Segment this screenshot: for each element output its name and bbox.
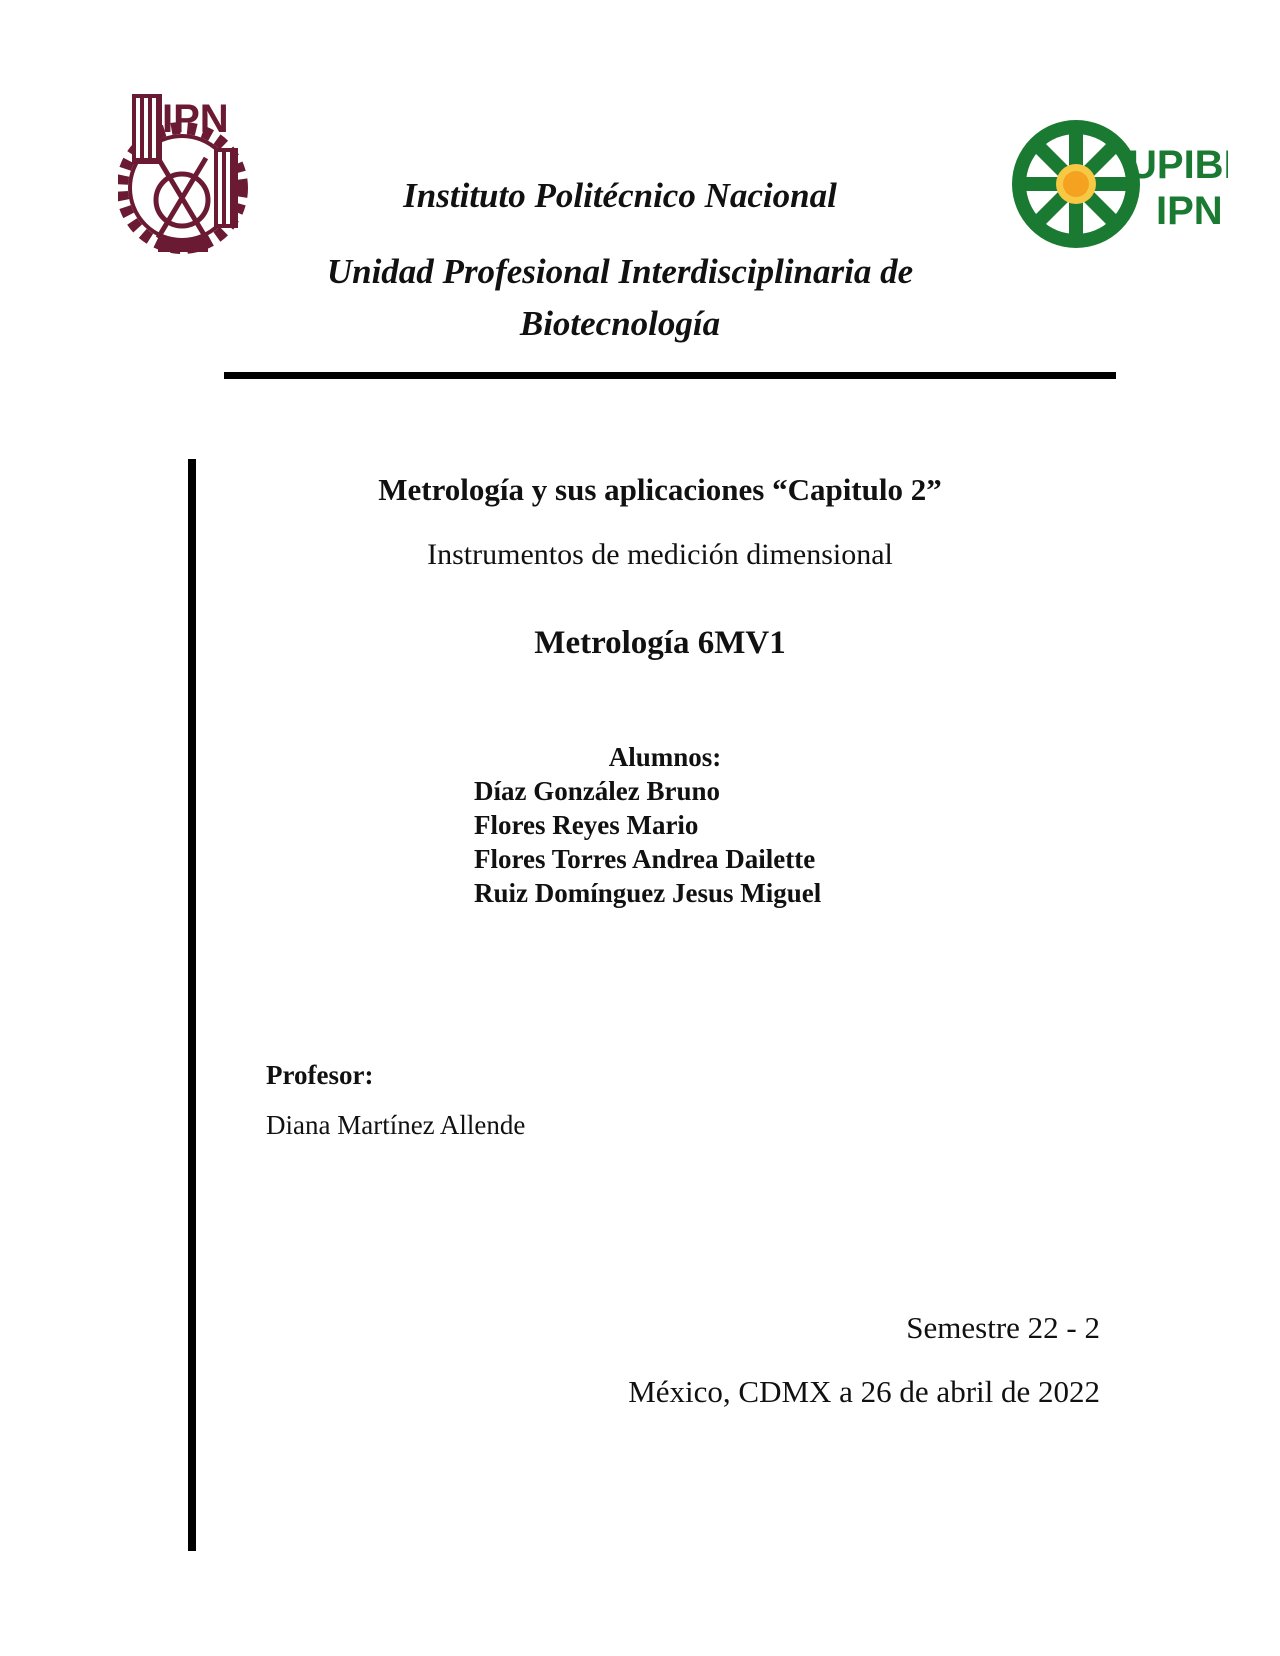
header-divider [224,372,1116,379]
place-date: México, CDMX a 26 de abril de 2022 [628,1374,1100,1409]
institution-name: Instituto Politécnico Nacional [403,176,837,215]
upibi-logo-text: UPIBI [1128,143,1228,187]
upibi-ipn-logo [1010,118,1228,254]
ipn-logo [118,88,256,264]
students-list [474,774,821,910]
semester: Semestre 22 - 2 [906,1310,1100,1345]
professor-label: Profesor: [266,1060,374,1090]
student-name: Díaz González Bruno [474,776,720,806]
sun-emblem-icon [1012,120,1140,248]
unit-name: Unidad Profesional Interdisciplinaria de Biotecnología [326,252,914,343]
ipn-logo-letters: IPN [162,97,229,141]
upibi-logo-subtext: IPN [1156,189,1223,233]
student-name: Flores Reyes Mario [474,810,699,840]
document-subtitle: Instrumentos de medición dimensional [427,538,893,571]
professor-name: Diana Martínez Allende [266,1110,526,1140]
ipn-seal-graphic [118,88,256,264]
left-vertical-bar [188,459,196,1551]
student-name: Flores Torres Andrea Dailette [474,844,816,874]
student-name: Ruiz Domínguez Jesus Miguel [474,878,822,908]
upibi-logo-graphic [1010,118,1228,254]
students-label: Alumnos: [608,742,722,772]
document-title: Metrología y sus aplicaciones “Capitulo 2” [378,472,942,507]
course-name: Metrología 6MV1 [534,625,786,661]
